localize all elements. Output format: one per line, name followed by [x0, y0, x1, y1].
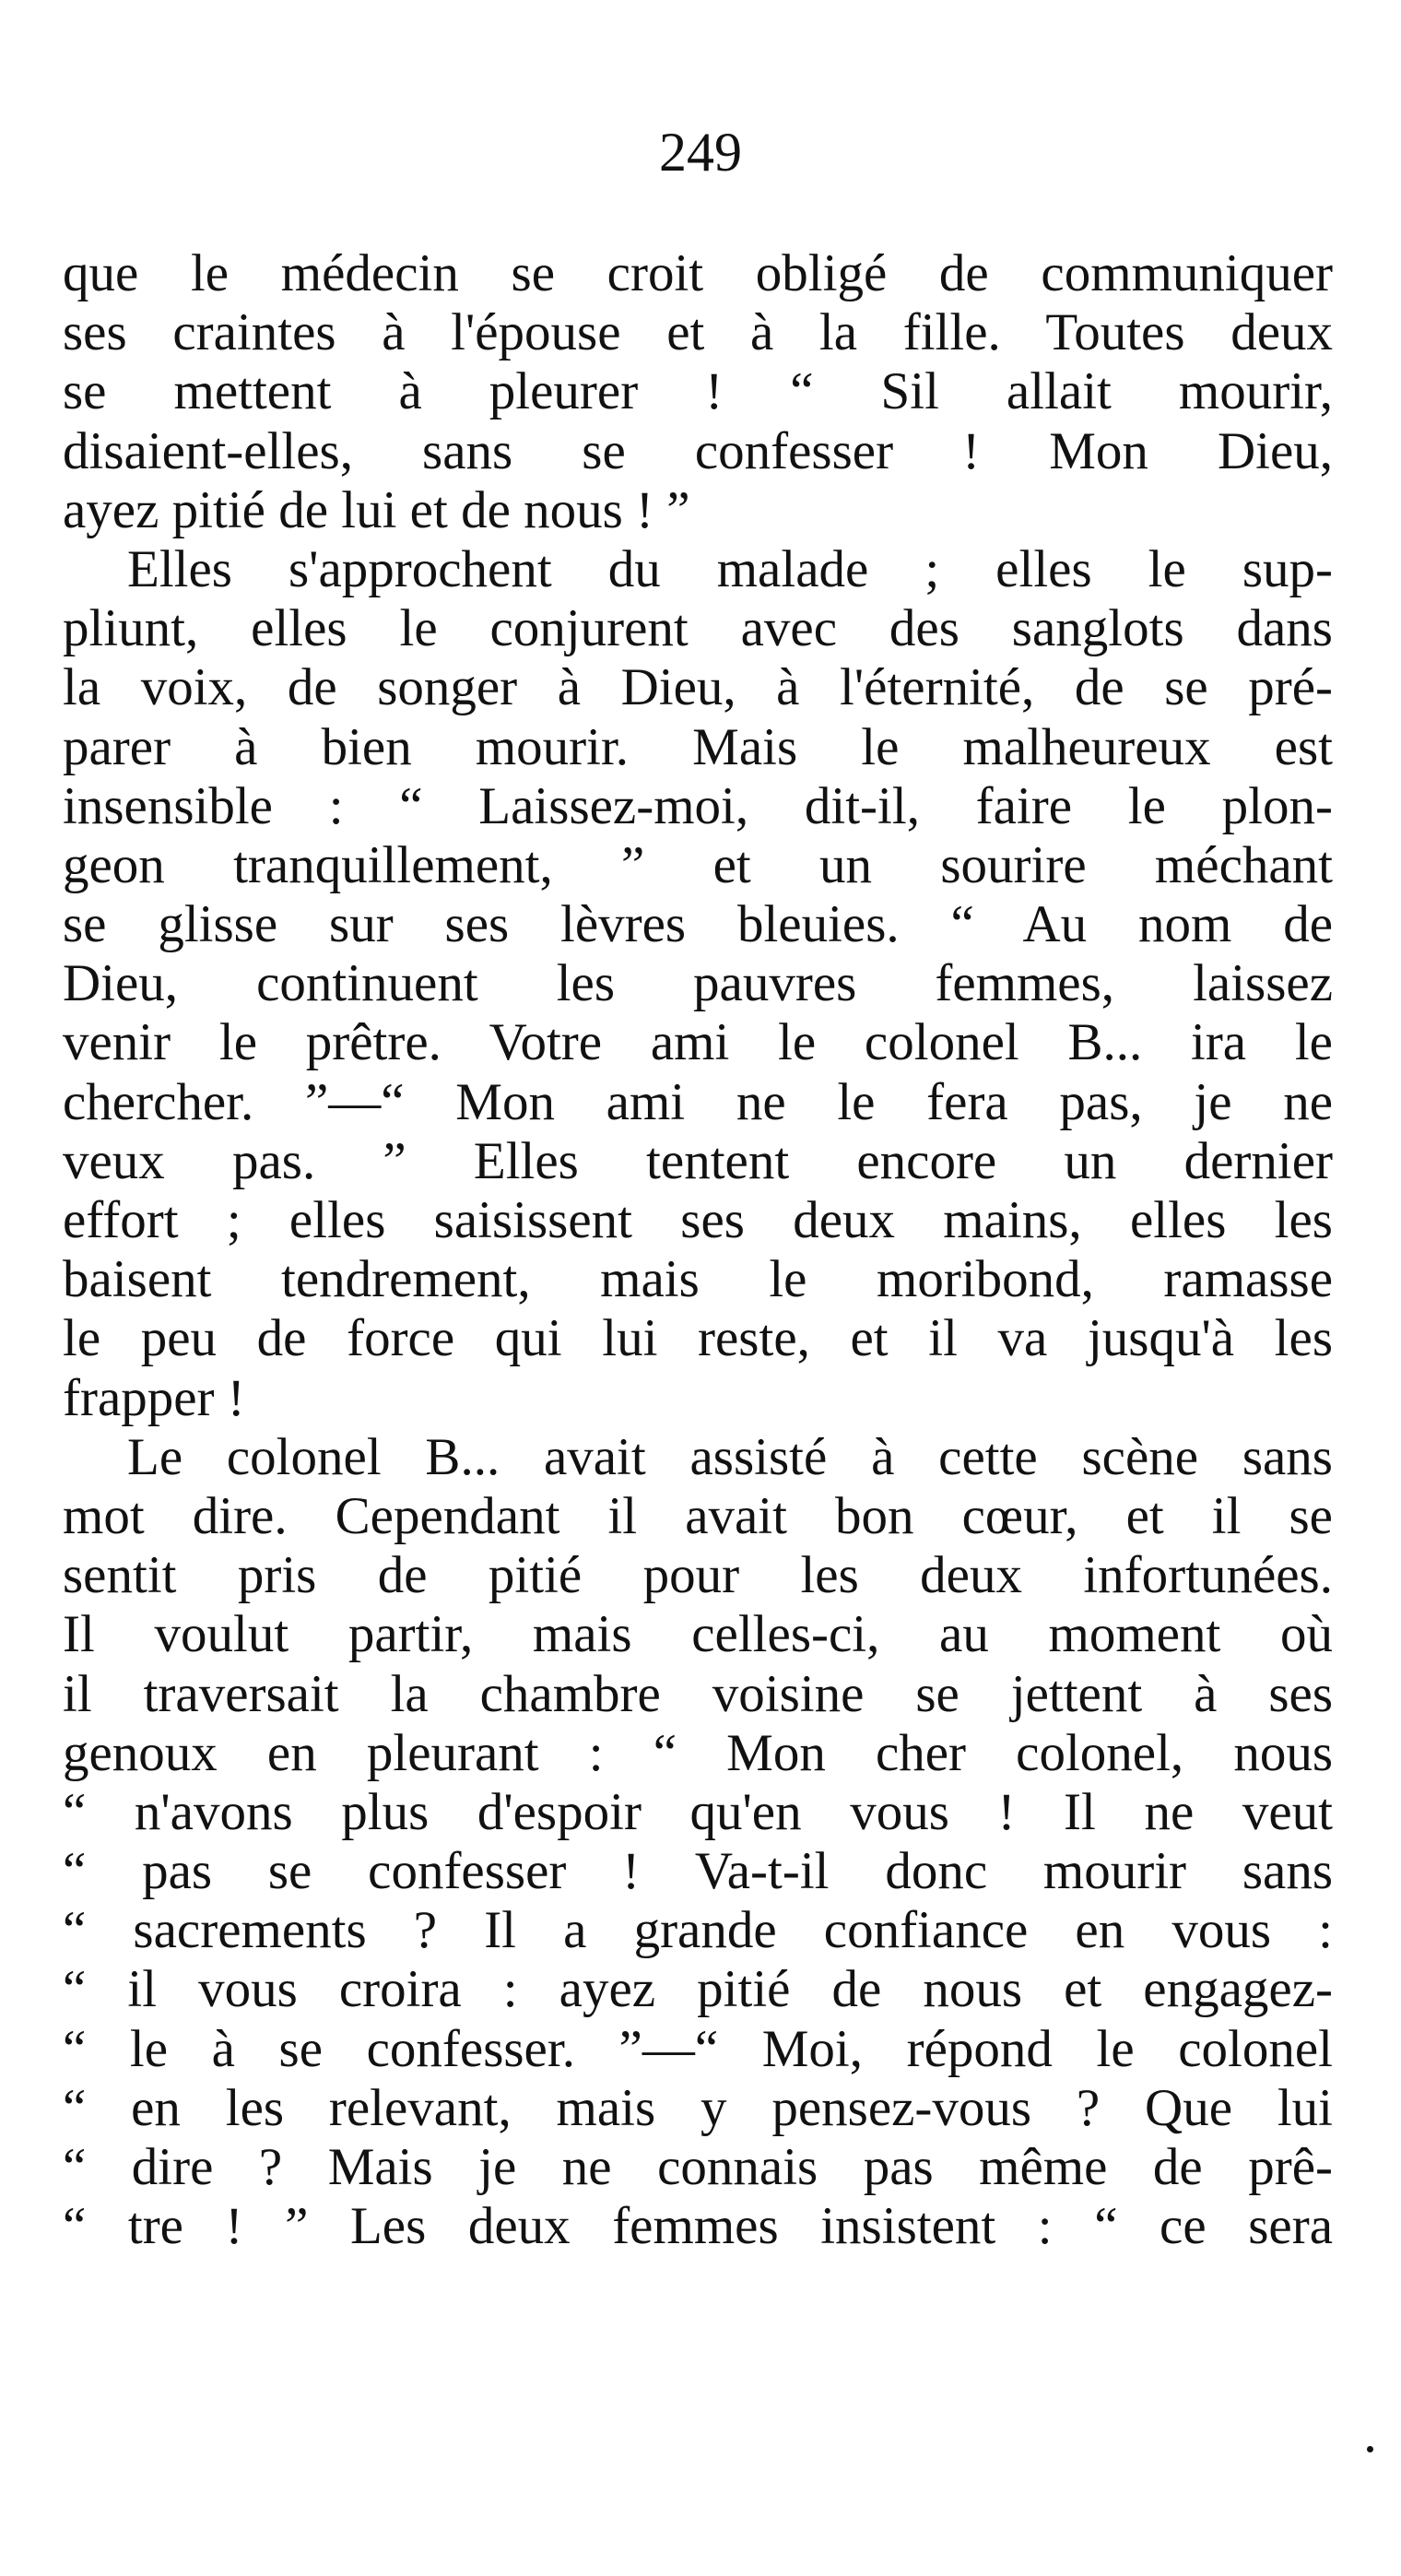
text-line: frapper ! — [63, 1368, 245, 1427]
text-line: “ n'avons plus d'espoir qu'en vous ! Il ne veut — [63, 1782, 1333, 1841]
text-line: il traversait la chambre voisine se jettent à ses — [63, 1664, 1333, 1723]
text-line: chercher. ”—“ Mon ami ne le fera pas, je ne — [63, 1072, 1333, 1131]
text-line: sentit pris de pitié pour les deux infortunées. — [63, 1546, 1333, 1605]
text-line: ayez pitié de lui et de nous ! ” — [63, 480, 690, 539]
text-line: “ pas se confesser ! Va-t-il donc mourir sans — [63, 1842, 1333, 1901]
text-line: “ il vous croira : ayez pitié de nous et engagez- — [63, 1960, 1333, 2019]
text-line: baisent tendrement, mais le moribond, ramasse — [63, 1250, 1333, 1309]
text-line: le peu de force qui lui reste, et il va jusqu'à les — [63, 1309, 1333, 1368]
text-line: ses craintes à l'épouse et à la fille. Toutes deux — [63, 303, 1333, 362]
paragraph-start-line: Le colonel B... avait assisté à cette scène sans — [127, 1427, 1333, 1486]
text-line: la voix, de songer à Dieu, à l'éternité, de se pré- — [63, 658, 1333, 717]
text-line: se glisse sur ses lèvres bleuies. “ Au nom de — [63, 895, 1333, 954]
text-line: Il voulut partir, mais celles-ci, au moment où — [63, 1605, 1333, 1664]
text-line: venir le prêtre. Votre ami le colonel B... ira le — [63, 1013, 1333, 1072]
paragraph-start-line: Elles s'approchent du malade ; elles le sup- — [127, 539, 1333, 598]
text-line: “ sacrements ? Il a grande confiance en vous : — [63, 1901, 1333, 1960]
text-line: geon tranquillement, ” et un sourire méchant — [63, 835, 1333, 894]
text-line: veux pas. ” Elles tentent encore un dernier — [63, 1131, 1333, 1190]
text-line: disaient-elles, sans se confesser ! Mon Dieu, — [63, 421, 1333, 480]
text-line: “ le à se confesser. ”—“ Moi, répond le colonel — [63, 2019, 1333, 2078]
text-line: effort ; elles saisissent ses deux mains, elles les — [63, 1191, 1333, 1249]
print-speck — [1367, 2446, 1373, 2452]
text-line: parer à bien mourir. Mais le malheureux est — [63, 717, 1333, 776]
page-number: 249 — [659, 122, 742, 183]
text-line: “ en les relevant, mais y pensez-vous ? Que lui — [63, 2078, 1333, 2137]
text-line: Dieu, continuent les pauvres femmes, laissez — [63, 954, 1333, 1013]
text-line: genoux en pleurant : “ Mon cher colonel, nous — [63, 1723, 1333, 1782]
text-line: se mettent à pleurer ! “ Sil allait mourir, — [63, 362, 1333, 421]
body-text — [63, 244, 1333, 2256]
text-line: insensible : “ Laissez-moi, dit-il, faire le plon- — [63, 776, 1333, 835]
text-line: “ dire ? Mais je ne connais pas même de prê- — [63, 2138, 1333, 2196]
text-line: pliunt, elles le conjurent avec des sanglots dans — [63, 599, 1333, 658]
text-line: que le médecin se croit obligé de communiquer — [63, 244, 1333, 302]
text-line: mot dire. Cependant il avait bon cœur, et il se — [63, 1486, 1333, 1545]
text-line: “ tre ! ” Les deux femmes insistent : “ ce sera — [63, 2197, 1333, 2256]
